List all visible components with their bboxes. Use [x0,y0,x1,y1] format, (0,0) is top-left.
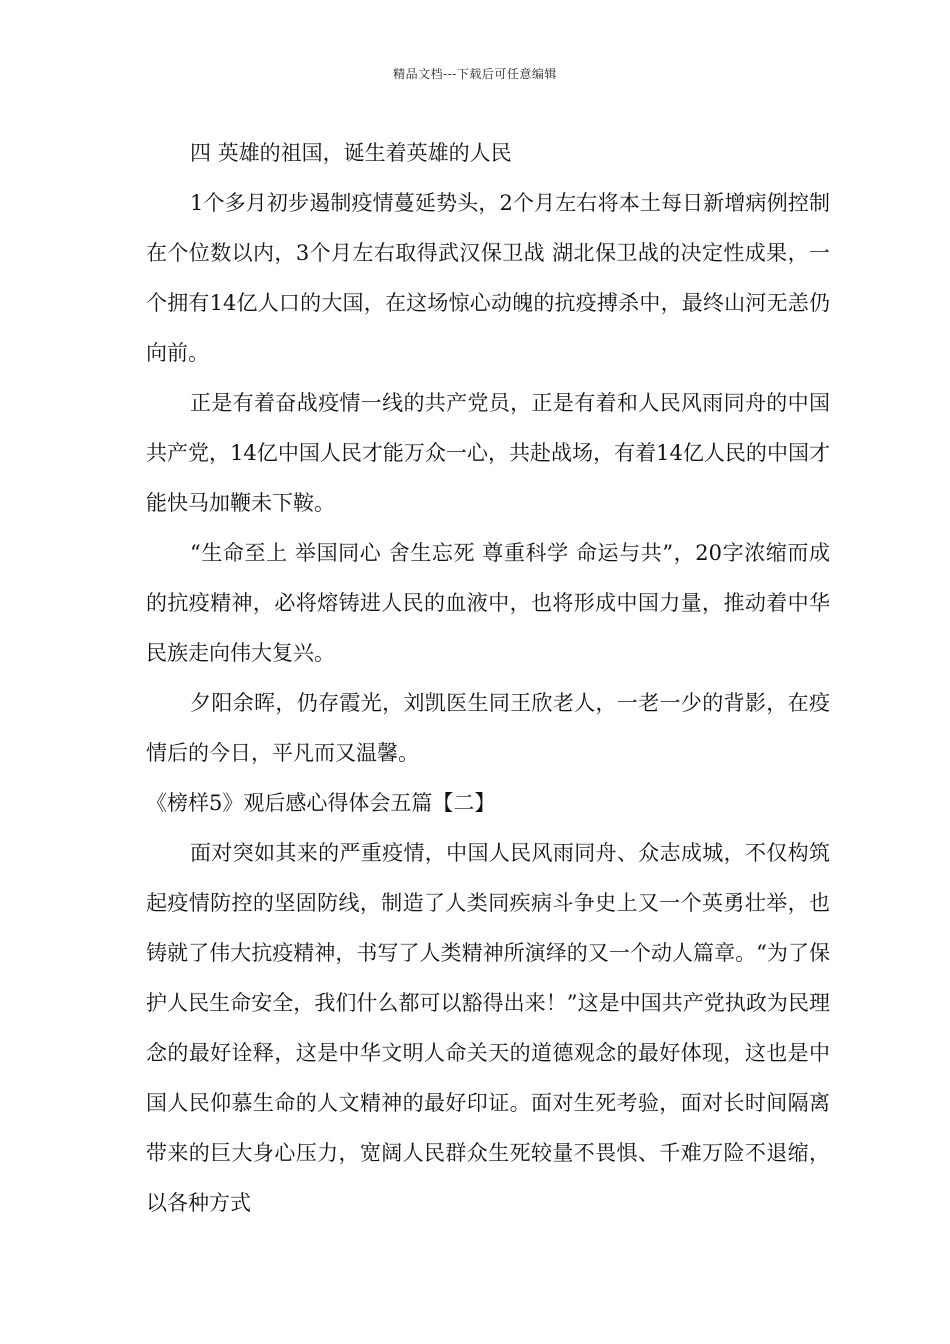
section-heading: 四 英雄的祖国，诞生着英雄的人民 [190,141,512,165]
paragraph: “生命至上 举国同心 舍生忘死 尊重科学 命运与共”，20字浓缩而成的抗疫精神，必将熔铸进人民的血液中，也将形成中国力量，推动着中华民族走向伟大复兴。 [146,541,830,665]
page-header: 精品文档---下载后可任意编辑 [393,67,557,81]
article-subtitle: 《榜样5》观后感心得体会五篇【二】 [146,791,496,815]
paragraph: 面对突如其来的严重疫情，中国人民风雨同舟、众志成城，不仅构筑起疫情防控的坚固防线，制造了人类同疾病斗争史上又一个英勇壮举，也铸就了伟大抗疫精神，书写了人类精神所演绎的又一个动人篇章。“为了保护人民生命安全，我们什么都可以豁得出来！”这是中国共产党执政为民理念的最好诠释，这是中华文明人命关天的道德观念的最好体现，这也是中国人民仰慕生命的人文精神的最好印证。面对生死考验，面对长时间隔离带来的巨大身心压力，宽阔人民群众生死较量不畏惧、千难万险不退缩，以各种方式 [146,841,830,1215]
paragraph: 1个多月初步遏制疫情蔓延势头，2个月左右将本土每日新增病例控制在个位数以内，3个月左右取得武汉保卫战 湖北保卫战的决定性成果，一个拥有14亿人口的大国，在这场惊心动魄的抗疫搏杀中，最终山河无恙仍向前。 [146,191,830,365]
paragraph: 夕阳余晖，仍存霞光，刘凯医生同王欣老人，一老一少的背影，在疫情后的今日，平凡而又温馨。 [146,691,830,765]
paragraph: 正是有着奋战疫情一线的共产党员，正是有着和人民风雨同舟的中国共产党，14亿中国人民才能万众一心，共赴战场，有着14亿人民的中国才能快马加鞭未下鞍。 [146,391,830,515]
document-body [146,128,830,1228]
